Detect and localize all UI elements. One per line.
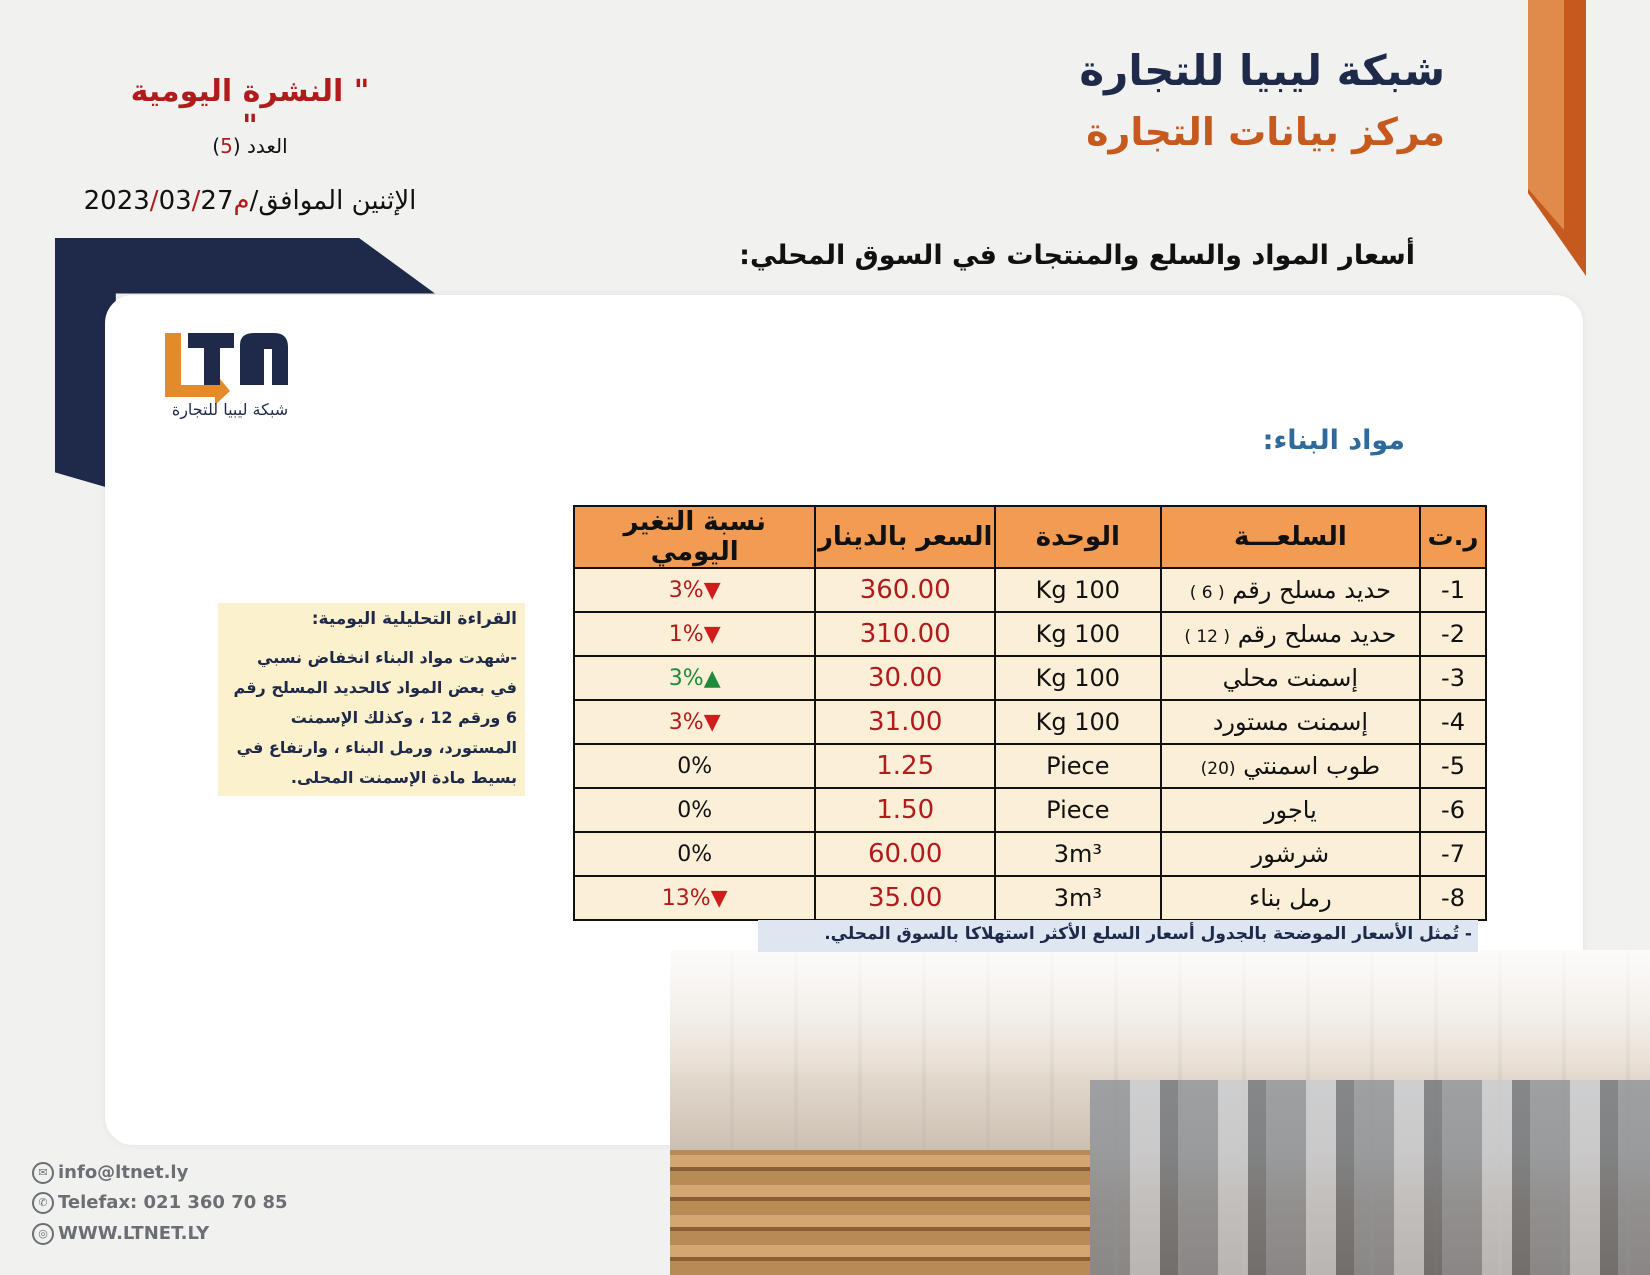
row-unit: Piece [995,744,1161,788]
photo-fade-overlay [670,950,1650,1080]
contact-website[interactable]: ◎ WWW.LTNET.LY [32,1223,209,1245]
row-index: 4- [1420,700,1486,744]
row-commodity-spec: ( 6 ) [1189,583,1225,603]
row-index: 3- [1420,656,1486,700]
logo-caption: شبكة ليبيا للتجارة [171,400,289,419]
table-row [574,568,1486,612]
center-name: مركز بيانات التجارة [1086,110,1445,154]
arrow-up-icon: ▲ [703,665,721,691]
row-commodity: رمل بناء [1161,876,1420,920]
arrow-down-icon: ▼ [710,885,728,911]
row-change: 3%▼ [574,700,815,744]
row-price: 360.00 [815,568,995,612]
row-commodity: ياجور [1161,788,1420,832]
issue-number: العدد (5) [212,134,288,158]
row-commodity: شرشور [1161,832,1420,876]
row-index: 1- [1420,568,1486,612]
bulletin-title: " النشرة اليومية " [130,74,370,144]
table-row [574,700,1486,744]
bulletin-date: م2023/03/27 الإثنين الموافق/ [83,186,417,216]
org-name: شبكة ليبيا للتجارة [1079,46,1445,95]
table-row [574,656,1486,700]
row-change: 3%▲ [574,656,815,700]
globe-icon: ◎ [32,1223,54,1245]
category-title: مواد البناء: [1262,425,1405,456]
section-title: أسعار المواد والسلع والمنتجات في السوق المحلي: [739,240,1415,271]
row-price: 1.25 [815,744,995,788]
row-index: 6- [1420,788,1486,832]
table-row [574,744,1486,788]
issue-number-value: 5 [220,134,233,158]
row-index: 5- [1420,744,1486,788]
row-change: 13%▼ [574,876,815,920]
analysis-box [218,603,525,796]
row-index: 8- [1420,876,1486,920]
row-commodity: حديد مسلح رقم ( 6 ) [1161,568,1420,612]
row-unit: 3m³ [995,832,1161,876]
row-commodity: إسمنت محلي [1161,656,1420,700]
row-commodity: طوب اسمنتي (20) [1161,744,1420,788]
col-price-header: السعر بالدينار [815,506,995,568]
row-change: 1%▼ [574,612,815,656]
row-index: 7- [1420,832,1486,876]
arrow-down-icon: ▼ [703,621,721,647]
arrow-down-icon: ▼ [703,709,721,735]
row-unit: Piece [995,788,1161,832]
analysis-body: -شهدت مواد البناء انخفاض نسبي في بعض المواد كالحديد المسلح رقم 6 ورقم 12 ، وكذلك الإسمنت المستورد، ورمل البناء ، وارتفاع في بسيط مادة الإسمنت المحلى. [233,648,517,787]
row-price: 1.50 [815,788,995,832]
col-unit-header: الوحدة [995,506,1161,568]
row-unit: 100 Kg [995,568,1161,612]
row-change: 0% [574,744,815,788]
row-price: 310.00 [815,612,995,656]
col-commodity-header: السلعـــة [1161,506,1420,568]
col-index-header: ر.ت [1420,506,1486,568]
contact-phone: ✆ Telefax: 021 360 70 85 [32,1192,288,1214]
phone-icon: ✆ [32,1192,54,1214]
table-row [574,876,1486,920]
price-table [573,505,1487,921]
photo-steel-beams [1090,1080,1650,1275]
row-commodity-spec: ( 12 ) [1184,627,1231,647]
row-change: 3%▼ [574,568,815,612]
analysis-title: القراءة التحليلية اليومية: [311,609,517,629]
row-unit: 3m³ [995,876,1161,920]
table-header-row [574,506,1486,568]
row-price: 35.00 [815,876,995,920]
contact-email[interactable]: ✉ info@ltnet.ly [32,1162,188,1184]
table-row [574,788,1486,832]
row-unit: 100 Kg [995,612,1161,656]
row-price: 30.00 [815,656,995,700]
row-index: 2- [1420,612,1486,656]
table-row [574,832,1486,876]
row-unit: 100 Kg [995,700,1161,744]
row-change: 0% [574,832,815,876]
row-commodity-spec: (20) [1200,759,1236,779]
table-row [574,612,1486,656]
photo-wood-stack [670,1150,1090,1275]
row-change: 0% [574,788,815,832]
arrow-down-icon: ▼ [703,577,721,603]
row-commodity: إسمنت مستورد [1161,700,1420,744]
table-note: - تُمثل الأسعار الموضحة بالجدول أسعار السلع الأكثر استهلاكا بالسوق المحلي. [758,920,1478,952]
row-price: 31.00 [815,700,995,744]
col-change-header: نسبة التغير اليومي [574,506,815,568]
row-price: 60.00 [815,832,995,876]
row-unit: 100 Kg [995,656,1161,700]
row-commodity: حديد مسلح رقم ( 12 ) [1161,612,1420,656]
email-icon: ✉ [32,1162,54,1184]
